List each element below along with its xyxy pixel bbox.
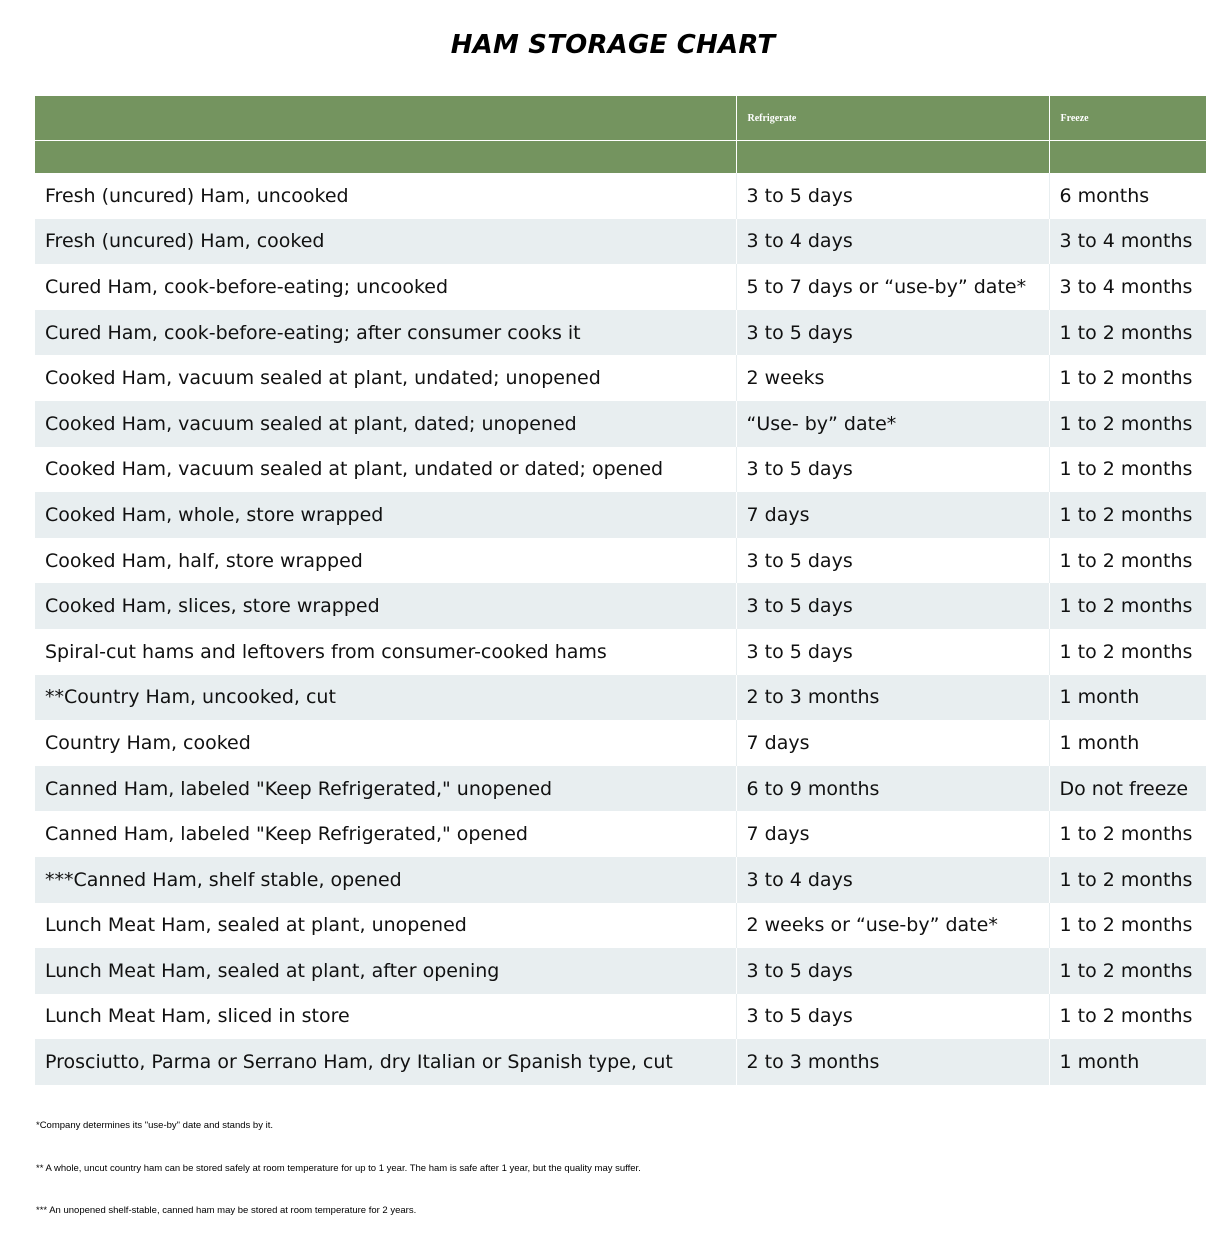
- cell-item: Lunch Meat Ham, sliced in store: [35, 994, 736, 1040]
- cell-refrigerate: “Use- by” date*: [736, 401, 1049, 447]
- cell-freeze: 1 to 2 months: [1049, 401, 1206, 447]
- cell-freeze: 1 to 2 months: [1049, 583, 1206, 629]
- table-row: [35, 857, 1206, 903]
- cell-refrigerate: 6 to 9 months: [736, 766, 1049, 812]
- table-row: [35, 1039, 1206, 1085]
- cell-item: ***Canned Ham, shelf stable, opened: [35, 857, 736, 903]
- cell-freeze: 1 month: [1049, 1039, 1206, 1085]
- cell-refrigerate: 3 to 4 days: [736, 857, 1049, 903]
- cell-freeze: 1 to 2 months: [1049, 811, 1206, 857]
- cell-freeze: 6 months: [1049, 173, 1206, 219]
- cell-item: Cooked Ham, slices, store wrapped: [35, 583, 736, 629]
- header-refrigerate: Refrigerate: [736, 96, 1049, 141]
- cell-refrigerate: 3 to 5 days: [736, 583, 1049, 629]
- cell-item: Cooked Ham, vacuum sealed at plant, undated; unopened: [35, 355, 736, 401]
- table-header-row: [35, 96, 1206, 141]
- cell-refrigerate: 3 to 5 days: [736, 994, 1049, 1040]
- cell-freeze: 3 to 4 months: [1049, 219, 1206, 265]
- cell-refrigerate: 5 to 7 days or “use-by” date*: [736, 264, 1049, 310]
- table-row: [35, 401, 1206, 447]
- footnote-canned-ham: *** An unopened shelf-stable, canned ham may be stored at room temperature for 2 years.: [36, 1205, 417, 1216]
- cell-freeze: 1 to 2 months: [1049, 857, 1206, 903]
- cell-item: Cooked Ham, half, store wrapped: [35, 538, 736, 584]
- cell-item: Prosciutto, Parma or Serrano Ham, dry Italian or Spanish type, cut: [35, 1039, 736, 1085]
- cell-freeze: 1 to 2 months: [1049, 538, 1206, 584]
- table-row: [35, 766, 1206, 812]
- cell-item: Fresh (uncured) Ham, cooked: [35, 219, 736, 265]
- cell-refrigerate: 3 to 5 days: [736, 310, 1049, 356]
- cell-item: **Country Ham, uncooked, cut: [35, 675, 736, 721]
- cell-freeze: 1 to 2 months: [1049, 948, 1206, 994]
- cell-refrigerate: 2 to 3 months: [736, 1039, 1049, 1085]
- table-header-spacer-row: [35, 141, 1206, 174]
- footnote-use-by: *Company determines its "use-by" date and stands by it.: [36, 1120, 273, 1131]
- header-freeze: Freeze: [1049, 96, 1206, 141]
- cell-item: Lunch Meat Ham, sealed at plant, after opening: [35, 948, 736, 994]
- header-spacer-cell: [736, 141, 1049, 174]
- cell-item: Cooked Ham, whole, store wrapped: [35, 492, 736, 538]
- header-item: [35, 96, 736, 141]
- table-row: [35, 583, 1206, 629]
- cell-refrigerate: 3 to 5 days: [736, 447, 1049, 493]
- cell-item: Canned Ham, labeled "Keep Refrigerated," unopened: [35, 766, 736, 812]
- footnote-country-ham: ** A whole, uncut country ham can be stored safely at room temperature for up to 1 year. The ham is safe after 1 year, but the quality may suffer.: [36, 1163, 641, 1174]
- cell-item: Cured Ham, cook-before-eating; after consumer cooks it: [35, 310, 736, 356]
- table-row: [35, 720, 1206, 766]
- table-row: [35, 264, 1206, 310]
- cell-item: Country Ham, cooked: [35, 720, 736, 766]
- cell-refrigerate: 7 days: [736, 720, 1049, 766]
- table-row: [35, 538, 1206, 584]
- table-row: [35, 173, 1206, 219]
- cell-item: Lunch Meat Ham, sealed at plant, unopened: [35, 903, 736, 949]
- cell-item: Cured Ham, cook-before-eating; uncooked: [35, 264, 736, 310]
- cell-freeze: 1 to 2 months: [1049, 447, 1206, 493]
- cell-freeze: 1 month: [1049, 720, 1206, 766]
- table-row: [35, 219, 1206, 265]
- table-row: [35, 629, 1206, 675]
- table-row: [35, 675, 1206, 721]
- cell-item: Cooked Ham, vacuum sealed at plant, dated; unopened: [35, 401, 736, 447]
- header-spacer-cell: [35, 141, 736, 174]
- cell-refrigerate: 2 weeks or “use-by” date*: [736, 903, 1049, 949]
- cell-refrigerate: 3 to 5 days: [736, 948, 1049, 994]
- table-row: [35, 948, 1206, 994]
- cell-freeze: 3 to 4 months: [1049, 264, 1206, 310]
- cell-item: Cooked Ham, vacuum sealed at plant, undated or dated; opened: [35, 447, 736, 493]
- cell-refrigerate: 3 to 5 days: [736, 538, 1049, 584]
- cell-freeze: 1 to 2 months: [1049, 310, 1206, 356]
- table-row: [35, 994, 1206, 1040]
- cell-freeze: 1 to 2 months: [1049, 629, 1206, 675]
- cell-refrigerate: 7 days: [736, 811, 1049, 857]
- cell-refrigerate: 3 to 5 days: [736, 173, 1049, 219]
- table-row: [35, 447, 1206, 493]
- cell-refrigerate: 3 to 4 days: [736, 219, 1049, 265]
- page-title: HAM STORAGE CHART: [450, 30, 776, 60]
- cell-freeze: Do not freeze: [1049, 766, 1206, 812]
- cell-refrigerate: 2 weeks: [736, 355, 1049, 401]
- table-row: [35, 492, 1206, 538]
- cell-item: Fresh (uncured) Ham, uncooked: [35, 173, 736, 219]
- cell-freeze: 1 to 2 months: [1049, 903, 1206, 949]
- cell-freeze: 1 to 2 months: [1049, 355, 1206, 401]
- cell-freeze: 1 to 2 months: [1049, 994, 1206, 1040]
- table-row: [35, 310, 1206, 356]
- cell-freeze: 1 to 2 months: [1049, 492, 1206, 538]
- table-row: [35, 903, 1206, 949]
- cell-refrigerate: 3 to 5 days: [736, 629, 1049, 675]
- cell-item: Spiral-cut hams and leftovers from consumer-cooked hams: [35, 629, 736, 675]
- ham-storage-table: [35, 96, 1207, 1085]
- table-row: [35, 811, 1206, 857]
- cell-item: Canned Ham, labeled "Keep Refrigerated," opened: [35, 811, 736, 857]
- cell-freeze: 1 month: [1049, 675, 1206, 721]
- header-spacer-cell: [1049, 141, 1206, 174]
- cell-refrigerate: 2 to 3 months: [736, 675, 1049, 721]
- cell-refrigerate: 7 days: [736, 492, 1049, 538]
- table-row: [35, 355, 1206, 401]
